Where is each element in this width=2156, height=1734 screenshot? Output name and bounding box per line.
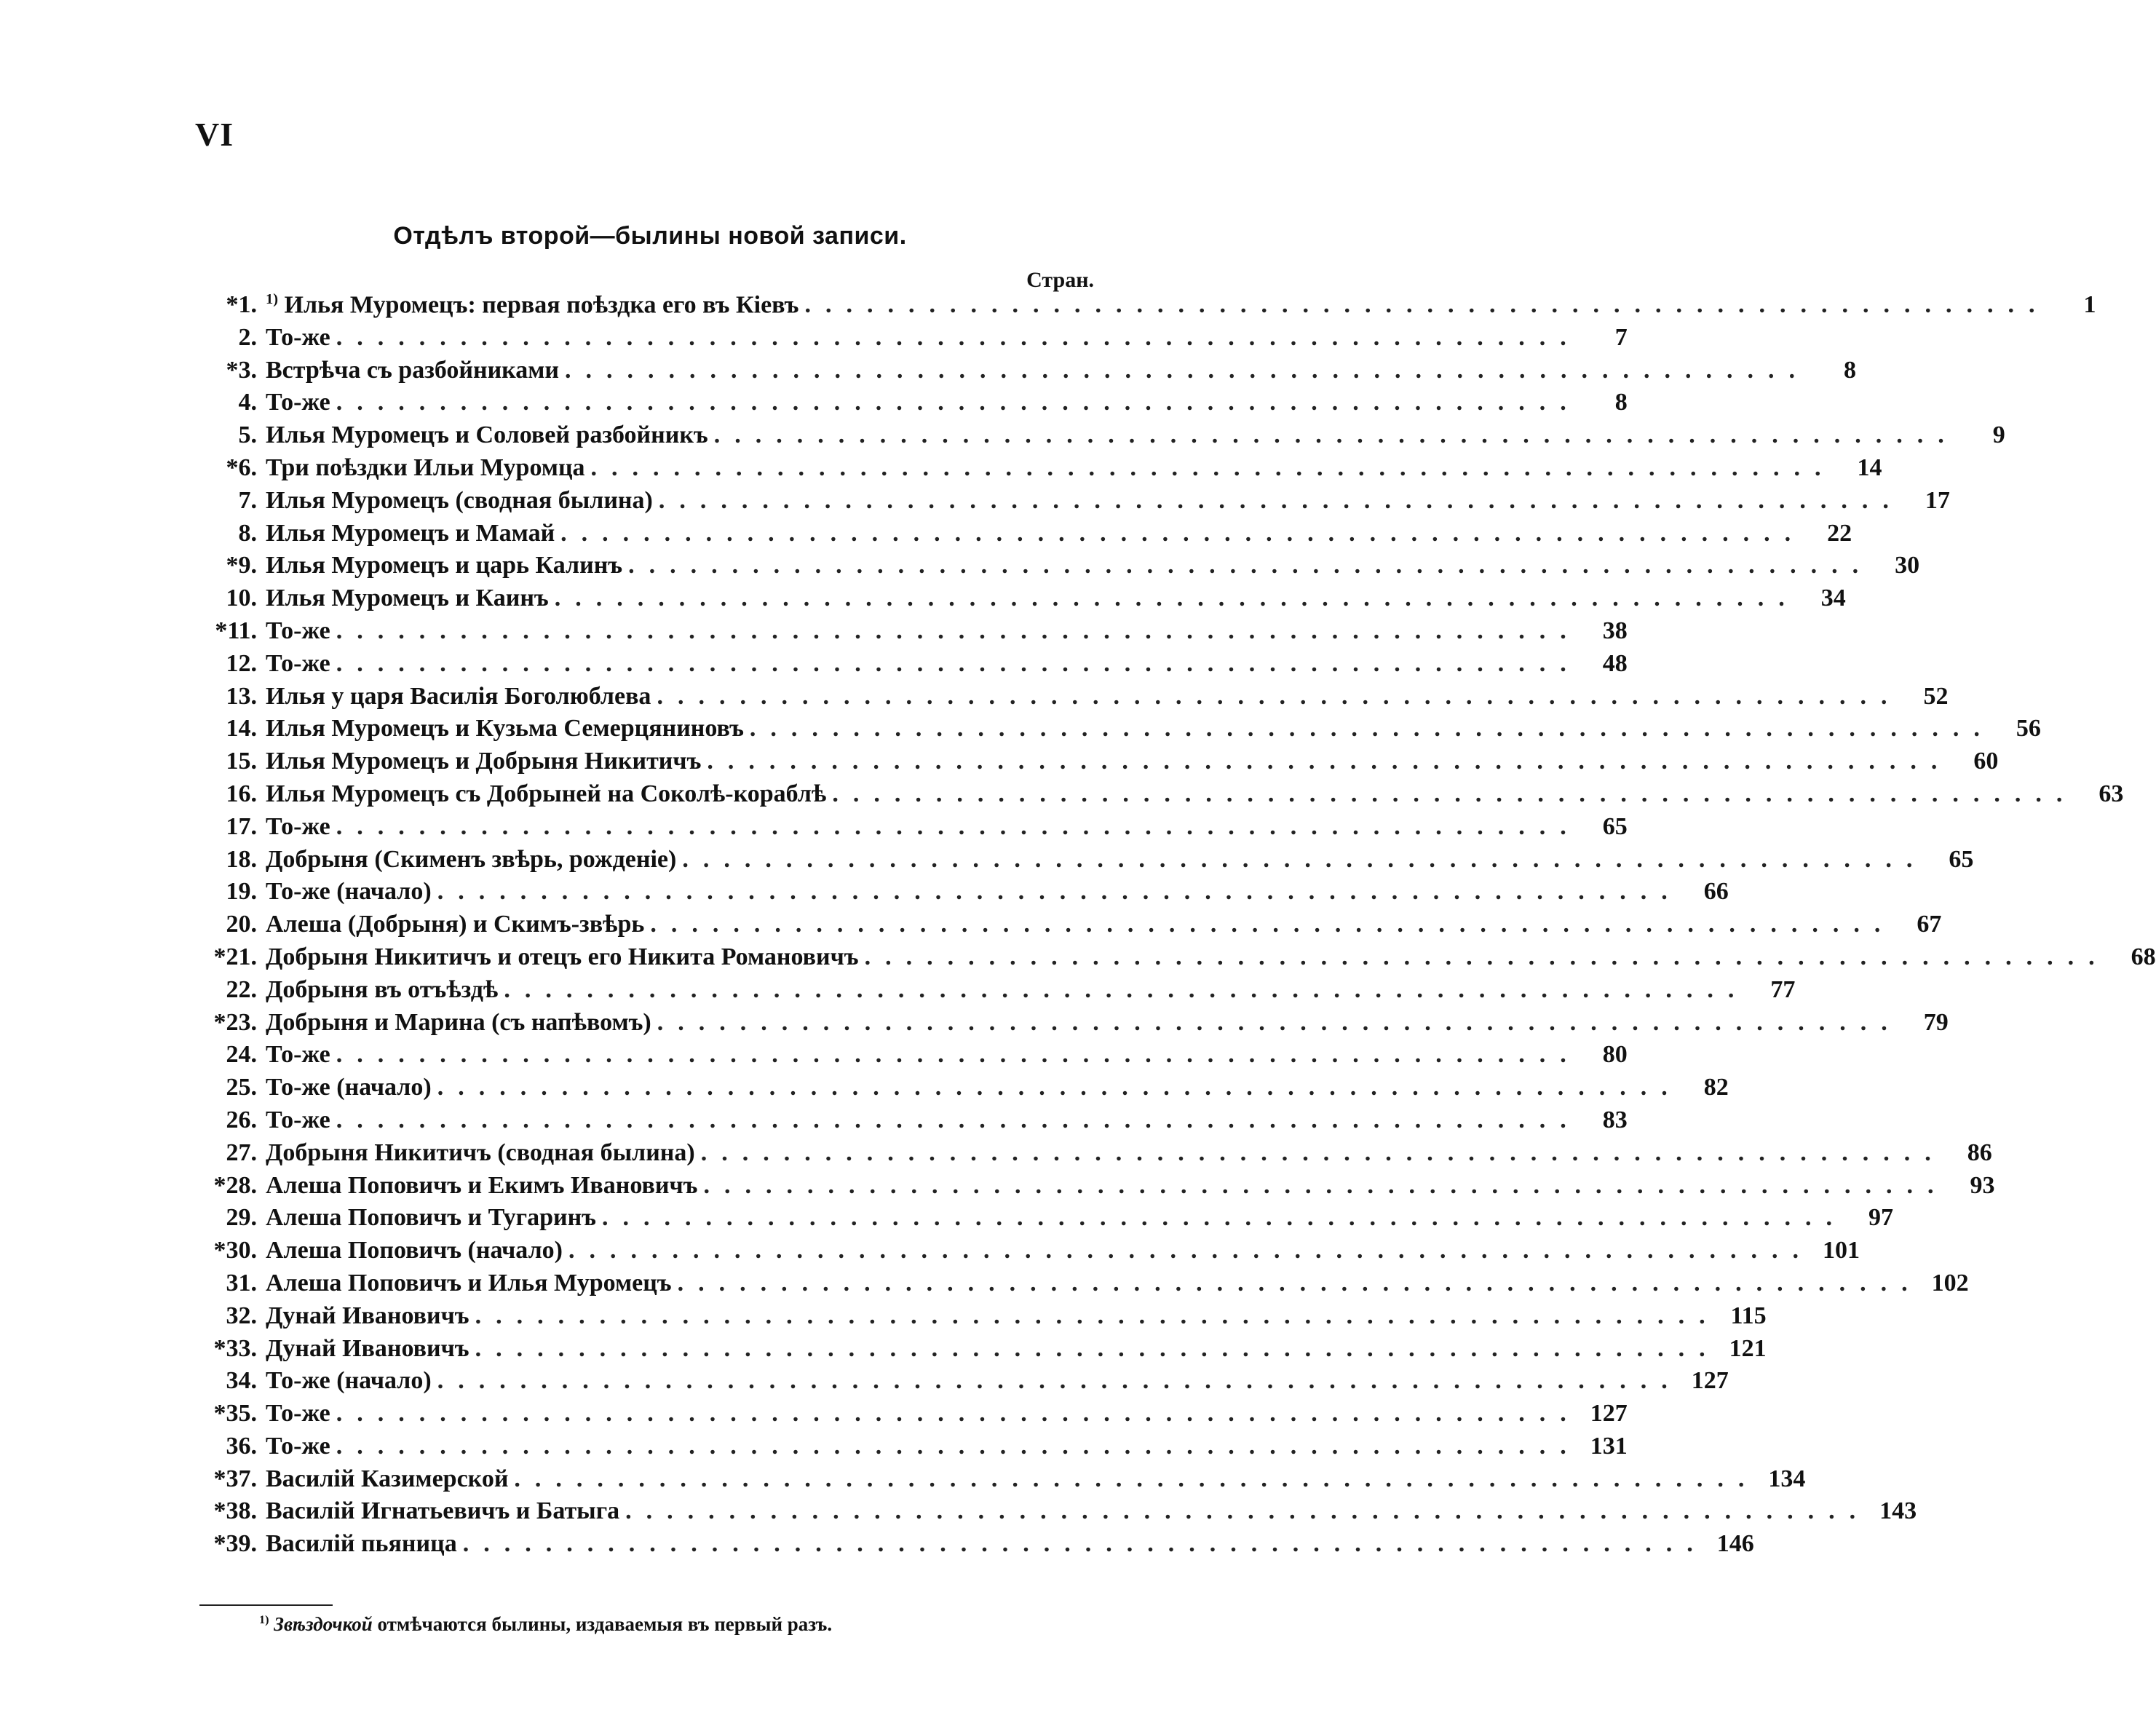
toc-entry-number: *11. [215,617,257,644]
toc-leader-dots: ............................................................ [682,845,1927,873]
toc-entry [182,486,1950,520]
toc-entry-number: 4. [238,389,257,416]
toc-entry-number: *1. [226,291,257,319]
toc-leader-dots: ............................................................ [437,878,1682,906]
toc-entry-number: 12. [226,649,257,677]
toc-leader-dots: ............................................................ [475,1334,1720,1362]
toc-entry [182,389,1628,421]
toc-entry-title-wrap [257,324,330,352]
toc-entry-number: 16. [226,780,257,807]
toc-entry-number: *23. [213,1008,257,1036]
toc-leader-dots: ............................................................ [565,356,1810,384]
footnote [259,1613,832,1636]
toc-entry-title-wrap [257,421,708,449]
toc-entry-number: *38. [213,1497,257,1525]
toc-entry-title: Илья Муромецъ и Соловей разбойникъ [266,421,708,449]
toc-entry-title: То-же (начало) [266,1367,432,1395]
toc-entry [182,748,1999,780]
toc-entry-title: Дунай Ивановичъ [266,1334,469,1362]
toc-entry-number: *21. [213,943,257,970]
toc-entry-title: Алеша (Добрыня) и Скимъ-звѣрь [266,911,645,938]
toc-entry-title: Три поѣздки Ильи Муромца [266,454,585,481]
toc-entry-title-wrap [257,1237,563,1264]
toc-entry-title-wrap [257,520,555,547]
toc-entry-number: 2. [238,323,257,351]
toc-entry-page: 17 [1925,486,1950,514]
toc-leader-dots: ............................................................ [336,617,1581,644]
toc-entry-number: 26. [226,1106,257,1133]
toc-entry-page: 97 [1868,1204,1893,1232]
toc-entry-page: 68 [2131,943,2156,970]
toc-entry [182,454,1882,487]
toc-entry-page: 146 [1716,1530,1754,1558]
toc-entry-title: Илья Муромецъ и царь Калинъ [266,552,623,579]
toc-entry-title-wrap [257,1497,619,1525]
toc-entry [182,421,2005,454]
toc-leader-dots: ............................................................ [707,748,1952,775]
toc-entry-title: Василій Игнатьевичъ и Батыга [266,1497,620,1525]
footnote-emphasis: Звѣздочкой [274,1613,373,1635]
toc-leader-dots: ............................................................ [560,519,1806,547]
toc-entry [182,617,1628,650]
section-title: Отдѣлъ второй—былины новой записи. [393,222,907,250]
toc-entry-title-wrap [257,846,676,874]
toc-entry-title-wrap [257,1270,672,1297]
toc-entry-page: 102 [1931,1269,1969,1296]
toc-entry-title-wrap [257,715,744,743]
toc-entry-page: 131 [1590,1432,1628,1460]
toc-leader-dots: ............................................................ [625,1497,1871,1525]
toc-entry-title: То-же (начало) [266,878,432,906]
toc-entry-number: 14. [226,715,257,743]
toc-entry [182,1074,1729,1106]
toc-leader-dots: ............................................................ [650,911,1895,938]
toc-entry-title-wrap [257,911,644,938]
toc-entry-number: *35. [213,1400,257,1428]
toc-entry [182,780,2124,813]
toc-entry-title-wrap [257,1106,330,1134]
toc-entry-title-wrap [257,976,498,1004]
toc-entry-title: То-же (начало) [266,1074,432,1101]
toc-entry-title-wrap [257,650,330,678]
toc-entry [182,1171,1995,1205]
toc-entry [182,1204,1893,1237]
toc-entry [182,356,1857,389]
toc-entry-title: Алеша Поповичъ и Екимъ Ивановичъ [266,1171,698,1199]
toc-leader-dots: ............................................................ [703,1171,1949,1199]
toc-entry-title-wrap [257,1465,508,1493]
toc-entry-page: 63 [2098,780,2124,807]
toc-leader-dots: ............................................................ [657,1008,1902,1036]
toc-entry-title-wrap [257,552,622,579]
toc-leader-dots: ............................................................ [336,1041,1581,1069]
toc-entry [182,715,2041,748]
toc-leader-dots: ............................................................ [336,1432,1581,1460]
toc-entry [182,291,2096,324]
toc-entry-page: 121 [1729,1334,1767,1362]
toc-entry-page: 134 [1768,1465,1806,1492]
toc-entry-title: Илья Муромецъ и Каинъ [266,585,549,612]
toc-entry [182,878,1729,911]
toc-leader-dots: ............................................................ [336,812,1581,840]
toc-entry [182,1465,1806,1498]
toc-leader-dots: ............................................................ [336,1106,1581,1133]
toc-entry-title: Илья Муромецъ: первая поѣздка его въ Кіевъ [284,291,799,319]
toc-entry [182,682,1949,716]
toc-entry-number: *37. [213,1465,257,1492]
toc-entry-title: Встрѣча съ разбойниками [266,356,560,384]
toc-entry-number: 29. [226,1204,257,1232]
toc-entry-number: 32. [226,1302,257,1329]
toc-entry [182,812,1628,846]
toc-entry-title-wrap [257,1302,469,1330]
toc-entry-number: *30. [213,1237,257,1264]
toc-entry [182,1106,1628,1139]
toc-leader-dots: ............................................................ [504,975,1749,1003]
toc-entry [182,1008,1949,1042]
toc-entry-title-wrap [257,291,799,319]
toc-entry [182,585,1846,617]
toc-entry-page: 115 [1730,1302,1767,1329]
toc-entry-title: Василій Казимерской [266,1465,509,1492]
toc-entry [182,943,2156,976]
toc-entry-title: Василій пьяница [266,1530,457,1558]
toc-entry [182,323,1628,357]
toc-entry-page: 30 [1895,552,1920,579]
toc-leader-dots: ............................................................ [804,291,2050,319]
toc-entry-title-wrap [257,585,549,612]
footnote-text: отмѣчаются былины, издаваемыя въ первый разъ. [377,1613,833,1635]
toc-leader-dots: ............................................................ [864,943,2109,970]
toc-leader-dots: ............................................................ [336,389,1581,416]
footnote-marker: 1) [259,1613,269,1626]
page-number: VI [195,116,234,153]
toc-entry [182,1269,1969,1302]
toc-entry-number: *28. [213,1171,257,1199]
toc-entry-page: 127 [1691,1367,1729,1395]
toc-entry [182,519,1852,553]
toc-entry-page: 77 [1770,975,1796,1003]
toc-entry-title: Илья Муромецъ и Кузьма Семерцяниновъ [266,715,744,743]
toc-entry-number: 5. [238,421,257,449]
toc-leader-dots: ............................................................ [749,715,1994,743]
toc-entry [182,1530,1754,1563]
toc-entry-page: 93 [1970,1171,1995,1199]
toc-entry-number: *39. [213,1530,257,1558]
toc-entry-number: *9. [226,552,257,579]
toc-entry-title-wrap [257,1009,651,1037]
toc-entry-footnote-marker: 1) [266,291,278,307]
table-of-contents [182,291,2156,1563]
toc-entry-title-wrap [257,1530,457,1558]
toc-entry-title: То-же [266,649,330,677]
toc-entry-title: Алеша Поповичъ и Тугаринъ [266,1204,596,1232]
toc-entry-title: То-же [266,1400,330,1428]
toc-entry-title-wrap [257,1433,330,1460]
toc-entry [182,1139,1992,1172]
toc-entry-number: 7. [238,486,257,514]
toc-entry-page: 82 [1703,1074,1729,1101]
toc-entry-number: 34. [226,1367,257,1395]
toc-leader-dots: ............................................................ [568,1237,1813,1264]
toc-entry-number: 17. [226,812,257,840]
page-column-header: Стран. [1026,268,1094,292]
toc-leader-dots: ............................................................ [700,1139,1946,1166]
toc-entry-title: Добрыня (Скименъ звѣрь, рожденіе) [266,845,677,873]
toc-entry-page: 60 [1973,748,1999,775]
toc-entry-title-wrap [257,1400,330,1428]
toc-entry [182,1400,1628,1433]
toc-entry-number: 22. [226,975,257,1003]
toc-entry-number: *3. [226,356,257,384]
toc-entry-number: 13. [226,682,257,710]
toc-entry-number: 18. [226,845,257,873]
toc-entry-page: 22 [1827,519,1852,547]
toc-leader-dots: ............................................................ [677,1269,1922,1296]
toc-entry-title: То-же [266,1041,330,1069]
toc-leader-dots: ............................................................ [554,585,1799,612]
toc-entry-title: Добрыня Никитичъ и отецъ его Никита Романовичъ [266,943,859,970]
toc-entry-page: 1 [2083,291,2096,319]
toc-entry-page: 65 [1949,845,1974,873]
toc-entry [182,1237,1860,1270]
toc-entry-page: 80 [1602,1041,1628,1069]
toc-entry-number: 25. [226,1074,257,1101]
toc-entry-page: 14 [1857,454,1882,481]
toc-entry-page: 34 [1820,585,1846,612]
toc-entry-page: 38 [1602,617,1628,644]
toc-entry [182,975,1796,1009]
toc-entry-number: 36. [226,1432,257,1460]
toc-entry-title: Илья у царя Василія Боголюблева [266,682,651,710]
toc-entry-number: 31. [226,1269,257,1296]
toc-leader-dots: ............................................................ [462,1530,1708,1558]
toc-entry-title-wrap [257,813,330,841]
toc-entry [182,1367,1729,1400]
toc-entry-page: 7 [1614,323,1628,351]
toc-entry-title: То-же [266,617,330,644]
toc-entry-title-wrap [257,748,701,775]
toc-entry-title: То-же [266,812,330,840]
footnote-rule [199,1604,333,1606]
toc-entry-title: Алеша Поповичъ (начало) [266,1237,563,1264]
toc-entry-title: Дунай Ивановичъ [266,1302,469,1329]
toc-entry-page: 66 [1703,878,1729,906]
toc-entry-page: 127 [1590,1400,1628,1428]
toc-entry [182,911,1942,943]
toc-entry-title: Добрыня въ отъѣздѣ [266,975,499,1003]
toc-entry-number: *6. [226,454,257,481]
toc-entry-number: 20. [226,911,257,938]
toc-entry-title-wrap [257,487,653,515]
toc-entry-page: 101 [1822,1237,1860,1264]
toc-entry-page: 56 [2016,715,2041,743]
toc-entry-title: То-же [266,1432,330,1460]
toc-entry-title: Илья Муромецъ и Мамай [266,519,555,547]
toc-entry-title-wrap [257,1172,698,1200]
toc-entry-page: 48 [1602,649,1628,677]
toc-leader-dots: ............................................................ [832,780,2077,807]
toc-entry-title-wrap [257,683,651,710]
toc-entry-page: 65 [1602,812,1628,840]
toc-entry-title-wrap [257,389,330,416]
toc-entry-title-wrap [257,1367,432,1395]
toc-entry-title-wrap [257,1335,469,1363]
toc-entry [182,1302,1767,1335]
toc-entry-page: 143 [1879,1497,1917,1525]
toc-entry-title: То-же [266,1106,330,1133]
toc-entry [182,1334,1767,1368]
toc-entry-page: 8 [1614,389,1628,416]
toc-leader-dots: ............................................................ [475,1302,1720,1329]
toc-entry-title: Добрыня Никитичъ (сводная былина) [266,1139,695,1166]
toc-entry [182,1041,1628,1074]
toc-leader-dots: ............................................................ [336,649,1581,677]
toc-entry-number: *33. [213,1334,257,1362]
toc-entry-title: То-же [266,389,330,416]
toc-leader-dots: ............................................................ [713,421,1959,449]
toc-entry-page: 79 [1923,1008,1949,1036]
toc-leader-dots: ............................................................ [657,682,1902,710]
toc-entry-number: 24. [226,1041,257,1069]
toc-entry-page: 8 [1844,356,1857,384]
toc-entry-title-wrap [257,1204,596,1232]
toc-entry-page: 52 [1923,682,1949,710]
toc-entry-title: Алеша Поповичъ и Илья Муромецъ [266,1269,672,1296]
toc-leader-dots: ............................................................ [514,1465,1759,1492]
toc-entry-title-wrap [257,878,432,906]
toc-leader-dots: ............................................................ [336,323,1581,351]
toc-leader-dots: ............................................................ [437,1367,1682,1395]
toc-entry-title: Илья Муромецъ и Добрыня Никитичъ [266,748,702,775]
toc-entry-title: Илья Муромецъ (сводная былина) [266,486,653,514]
toc-entry [182,552,1920,585]
toc-entry [182,845,1974,879]
toc-entry-title-wrap [257,780,826,808]
toc-entry-number: 10. [226,585,257,612]
toc-entry-page: 67 [1917,911,1942,938]
toc-entry-title-wrap [257,943,859,971]
toc-entry-title-wrap [257,1074,432,1101]
toc-entry [182,649,1628,683]
toc-entry-number: 15. [226,748,257,775]
toc-leader-dots: ............................................................ [658,486,1903,514]
toc-entry [182,1432,1628,1465]
toc-entry [182,1497,1917,1530]
toc-entry-page: 86 [1967,1139,1992,1166]
toc-entry-title-wrap [257,1139,695,1167]
toc-entry-title: Добрыня и Марина (съ напѣвомъ) [266,1008,651,1036]
toc-entry-number: 27. [226,1139,257,1166]
toc-leader-dots: ............................................................ [437,1074,1682,1101]
toc-entry-page: 83 [1602,1106,1628,1133]
toc-leader-dots: ............................................................ [628,552,1874,579]
toc-entry-title-wrap [257,357,559,384]
toc-entry-title: Илья Муромецъ съ Добрыней на Соколѣ-кораблѣ [266,780,827,807]
toc-entry-title-wrap [257,617,330,645]
toc-entry-title-wrap [257,1041,330,1069]
toc-entry-number: 19. [226,878,257,906]
toc-leader-dots: ............................................................ [602,1204,1847,1232]
toc-entry-title: То-же [266,323,330,351]
toc-entry-number: 8. [238,519,257,547]
toc-leader-dots: ............................................................ [590,454,1836,481]
toc-entry-page: 9 [1992,421,2005,449]
toc-entry-title-wrap [257,454,585,482]
toc-leader-dots: ............................................................ [336,1400,1581,1428]
